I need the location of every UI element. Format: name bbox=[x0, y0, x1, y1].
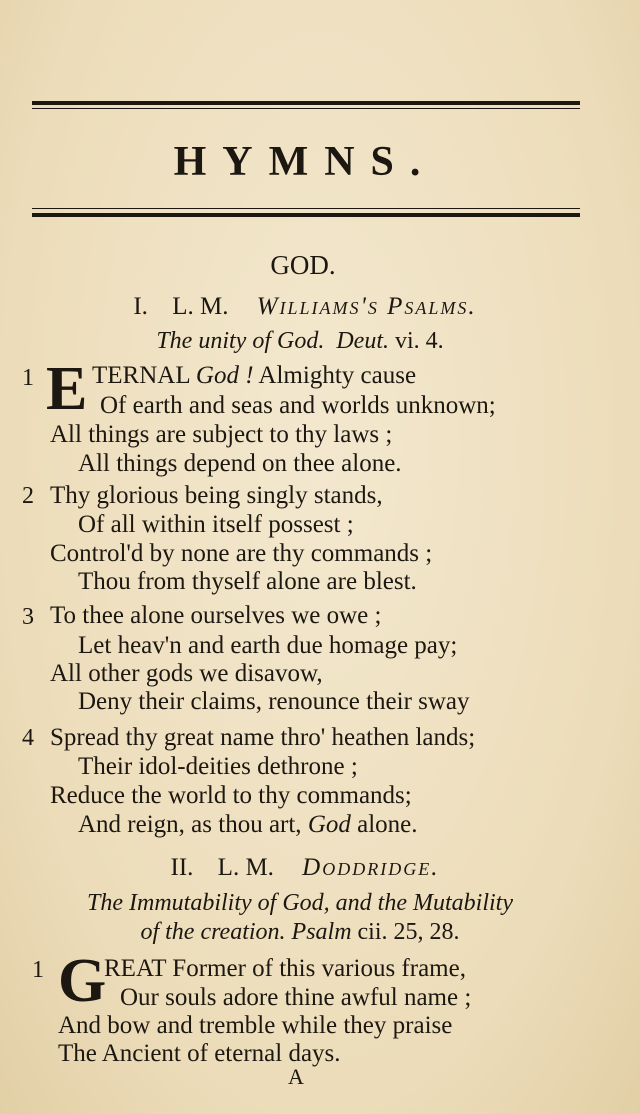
hymn2-author: Doddridge. bbox=[302, 854, 440, 881]
hymn1-number: I. bbox=[133, 293, 148, 320]
top-rule-thick bbox=[32, 101, 580, 105]
hymn1-dropcap: E bbox=[46, 355, 88, 423]
hymn1-v1-line2: Of earth and seas and worlds unknown; bbox=[100, 392, 496, 419]
hymn1-v1-line4: All things depend on thee alone. bbox=[78, 450, 402, 477]
hymn1-verse2-number: 2 bbox=[22, 483, 34, 509]
hymn1-v3-line2: Let heav'n and earth due homage pay; bbox=[78, 632, 458, 659]
italic-span: God ! bbox=[195, 362, 254, 389]
hymn1-v2-line1: Thy glorious being singly stands, bbox=[50, 482, 383, 509]
hymn2-subtitle-line1: The Immutability of God, and the Mutability bbox=[87, 890, 513, 916]
hymn1-author: Williams's Psalms. bbox=[256, 293, 477, 320]
text-span: Almighty cause bbox=[253, 362, 417, 389]
hymn1-v4-line2: Their idol-deities dethrone ; bbox=[78, 753, 358, 780]
hymn1-v3-line4: Deny their claims, renounce their sway bbox=[78, 688, 470, 715]
section-heading: GOD. bbox=[270, 250, 336, 280]
page-title: HYMNS. bbox=[173, 139, 437, 185]
hymn1-v2-line2: Of all within itself possest ; bbox=[78, 511, 354, 538]
italic-span: God bbox=[307, 811, 351, 838]
hymn2-verse1-number: 1 bbox=[32, 957, 44, 983]
text-span: TERNAL bbox=[92, 362, 196, 389]
signature-mark: A bbox=[288, 1064, 304, 1089]
hymn1-v4-line3: Reduce the world to thy commands; bbox=[50, 782, 412, 809]
hymn2-v1-line1: REAT Former of this various frame, bbox=[104, 955, 466, 982]
hymn2-number: II. bbox=[170, 854, 194, 881]
hymn2-v1-line3: And bow and tremble while they praise bbox=[58, 1012, 453, 1039]
mid-rule-thin bbox=[32, 208, 580, 209]
hymn2-subtitle-ref: cii. 25, 28. bbox=[357, 919, 460, 945]
hymn1-verse3-number: 3 bbox=[22, 604, 34, 630]
hymn1-v4-line1: Spread thy great name thro' heathen lands; bbox=[50, 724, 476, 751]
hymn1-verse4-number: 4 bbox=[22, 725, 34, 751]
mid-rule-thick bbox=[32, 213, 580, 217]
hymn1-v4-line4 bbox=[78, 811, 418, 839]
hymn1-v1-line1 bbox=[92, 362, 416, 390]
italic-span: of the creation. Psalm bbox=[140, 919, 352, 945]
hymn1-meter: L. M. bbox=[172, 293, 229, 320]
hymn2-dropcap: G bbox=[58, 947, 107, 1015]
text-span: And reign, as thou art, bbox=[78, 811, 308, 838]
hymn1-heading bbox=[0, 293, 610, 321]
hymn1-subtitle bbox=[0, 328, 600, 355]
hymn2-heading bbox=[0, 854, 610, 882]
hymn2-meter: L. M. bbox=[217, 854, 274, 881]
hymn2-v1-line4: The Ancient of eternal days. bbox=[58, 1040, 341, 1067]
hymn1-v3-line1: To thee alone ourselves we owe ; bbox=[50, 602, 382, 629]
text-span: alone. bbox=[350, 811, 418, 838]
hymn1-subtitle-ref: vi. 4. bbox=[394, 328, 444, 354]
hymn1-subtitle-ref-book: Deut. bbox=[336, 328, 389, 354]
hymn1-v2-line4: Thou from thyself alone are blest. bbox=[78, 568, 417, 595]
hymn1-v1-line3: All things are subject to thy laws ; bbox=[50, 421, 393, 448]
hymn2-v1-line2: Our souls adore thine awful name ; bbox=[120, 984, 472, 1011]
hymn1-v3-line3: All other gods we disavow, bbox=[50, 660, 323, 687]
hymn1-v2-line3: Control'd by none are thy commands ; bbox=[50, 540, 433, 567]
hymn1-subtitle-text: The unity of God. bbox=[156, 328, 325, 354]
hymn2-subtitle bbox=[20, 889, 580, 947]
top-rule-thin bbox=[32, 108, 580, 109]
hymn2-subtitle-line2 bbox=[20, 918, 580, 947]
hymn1-verse1-number: 1 bbox=[22, 365, 34, 391]
